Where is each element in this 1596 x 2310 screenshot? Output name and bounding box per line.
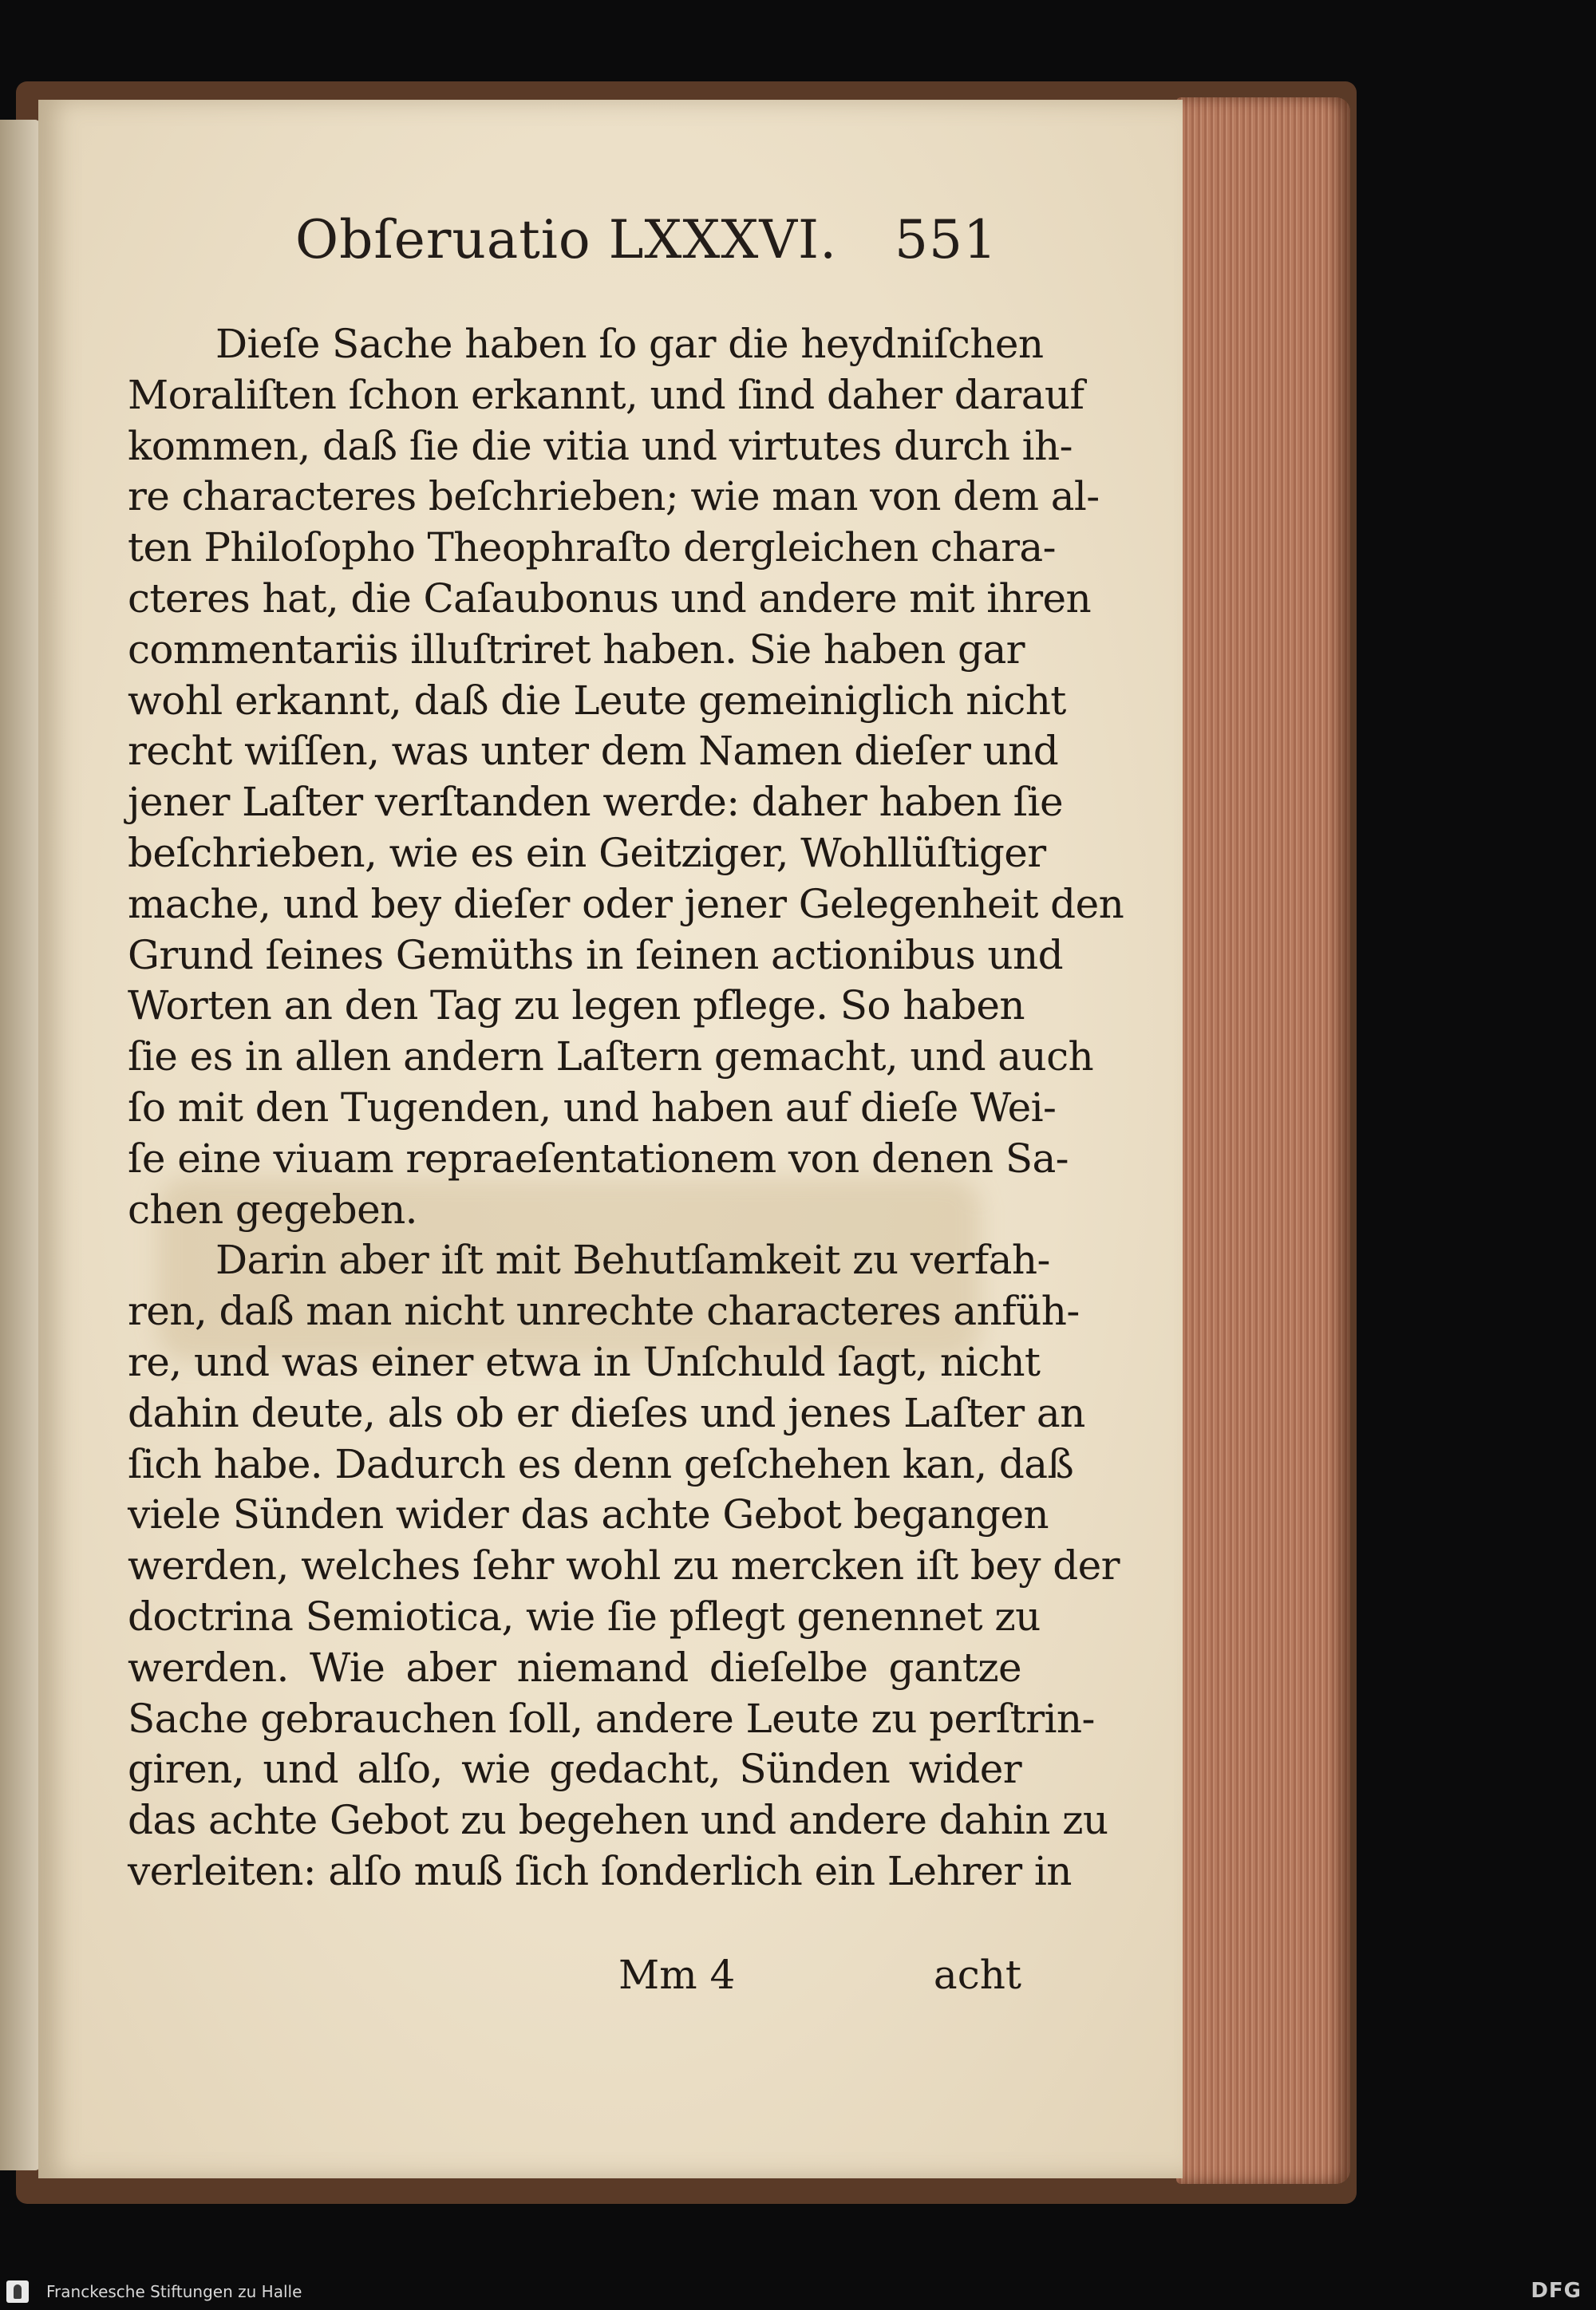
institution-name: Franckesche Stiftungen zu Halle [46, 2282, 302, 2301]
text-line: werden. Wie aber niemand dieſelbe gantze [128, 1644, 1021, 1691]
text-line: Moraliſten ſchon erkannt, und ſind daher darauf [128, 371, 1084, 418]
body-text [128, 319, 1124, 1897]
running-title: Obſeruatio LXXXVI. [295, 209, 838, 270]
text-line: Dieſe Sache haben ſo gar die heydniſchen [215, 321, 1044, 367]
text-line: jener Laſter verſtanden werde: daher haben ſie [128, 779, 1063, 826]
page-fore-edge [1176, 97, 1350, 2184]
text-line: ſo mit den Tugenden, und haben auf dieſe Wei- [128, 1084, 1057, 1131]
text-line: re characteres beſchrieben; wie man von dem al- [128, 473, 1100, 520]
signature-mark: Mm 4 [618, 1952, 736, 1998]
text-line: commentariis illuſtriret haben. Sie haben gar [128, 626, 1025, 673]
credit-bar [0, 2274, 1596, 2310]
text-line: Worten an den Tag zu legen pflege. So haben [128, 982, 1025, 1029]
text-line: viele Sünden wider das achte Gebot begangen [128, 1491, 1049, 1538]
text-line: giren, und alſo, wie gedacht, Sünden wider [128, 1746, 1021, 1793]
text-line: kommen, daß ſie die vitia und virtutes durch ih- [128, 422, 1073, 469]
text-line: verleiten: alſo muß ſich ſonderlich ein Lehrer in [128, 1847, 1072, 1894]
text-line: wohl erkannt, daß die Leute gemeiniglich nicht [128, 677, 1066, 724]
paragraph-2 [128, 1235, 1120, 1897]
text-line: recht wiſſen, was unter dem Namen dieſer und [128, 728, 1059, 775]
text-line: beſchrieben, wie es ein Geitziger, Wohllüſtiger [128, 829, 1046, 876]
catchword: acht [933, 1952, 1021, 1998]
funder-logo: DFG [1531, 2279, 1582, 2303]
text-line: chen gegeben. [128, 1186, 417, 1233]
text-line: mache, und bey dieſer oder jener Gelegenheit den [128, 880, 1124, 927]
paragraph-1 [128, 319, 1124, 1235]
page-header [295, 209, 998, 273]
page-number: 551 [895, 209, 998, 270]
page-footer [618, 1952, 1021, 2008]
text-line: Grund ſeines Gemüths in ſeinen actionibus und [128, 931, 1063, 978]
text-line: re, und was einer etwa in Unſchuld ſagt, nicht [128, 1338, 1041, 1385]
text-line: ren, daß man nicht unrechte characteres anfüh- [128, 1288, 1080, 1335]
text-line: werden, welches ſehr wohl zu mercken iſt bey der [128, 1542, 1120, 1589]
text-line: Sache gebrauchen ſoll, andere Leute zu perſtrin- [128, 1695, 1095, 1742]
text-line: dahin deute, als ob er dieſes und jenes Laſter an [128, 1389, 1085, 1436]
text-line: das achte Gebot zu begehen und andere dahin zu [128, 1797, 1108, 1844]
text-line: Darin aber iſt mit Behutſamkeit zu verfah- [215, 1237, 1050, 1284]
text-line: cteres hat, die Caſaubonus und andere mit ihren [128, 575, 1092, 622]
left-page-edge [0, 120, 40, 2170]
text-line: ſie es in allen andern Laſtern gemacht, und auch [128, 1033, 1094, 1080]
text-line: ſich habe. Dadurch es denn geſchehen kan, daß [128, 1440, 1074, 1487]
text-line: doctrina Semiotica, wie ſie pflegt genennet zu [128, 1593, 1041, 1640]
text-line: ſe eine viuam repraeſentationem von denen Sa- [128, 1135, 1069, 1182]
institution-logo-icon [6, 2280, 29, 2303]
text-line: ten Philoſopho Theophraſto dergleichen chara- [128, 524, 1056, 571]
